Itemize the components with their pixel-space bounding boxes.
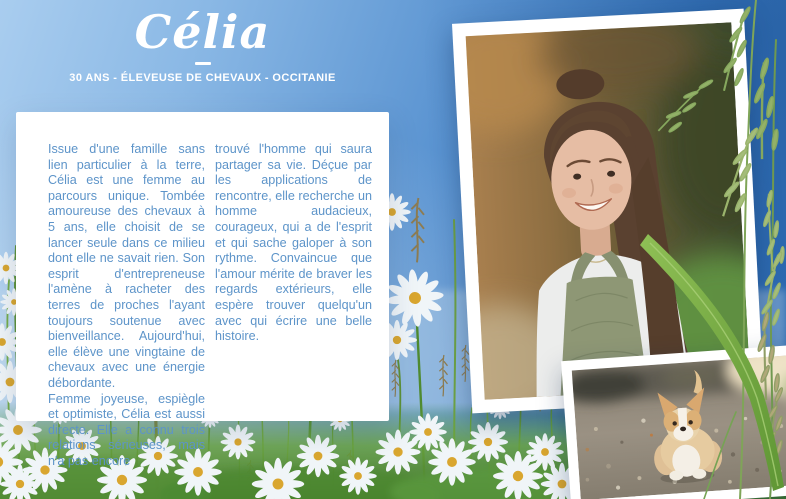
bio-card [16, 112, 389, 468]
bio-column-2 [215, 142, 372, 469]
title-separator [195, 62, 211, 65]
page-title: Célia [134, 5, 271, 59]
profile-subtitle: 30 ANS - ÉLEVEUSE DE CHEVAUX - OCCITANIE [69, 72, 336, 84]
bio-column-1 [48, 142, 205, 469]
bio-paragraph-1: Issue d'une famille sans lien particulier à la terre, Célia est une femme au parcours unique. Tombée amoureuse des chevaux à 5 ans, elle choisit de se lancer seule dans ce milieu dont elle ne savait rien. Son esprit d'entrepreneuse l'amène à racheter des terres de proches l'ayant toujours soutenue avec bienveillance. Aujourd'hui, elle élève une vingtaine de chevaux avec une énergie débordante. [48, 142, 205, 390]
profile-header [16, 6, 389, 84]
bio-paragraph-2: Femme joyeuse, espiègle et optimiste, Célia est aussi directe. Elle a connu trois relations sérieuses, mais n'a pas encore [48, 391, 205, 468]
dog-photo [561, 343, 786, 499]
bio-paragraph-3: trouvé l'homme qui saura partager sa vie. Déçue par les applications de rencontre, elle recherche un homme audacieux, courageux, qui a de l'esprit et qui sache galoper à son rythme. Convaincue que l'amour mérite de braver les regards extérieurs, elle espère trouver quelqu'un avec qui écrire une belle histoire. [215, 142, 372, 344]
